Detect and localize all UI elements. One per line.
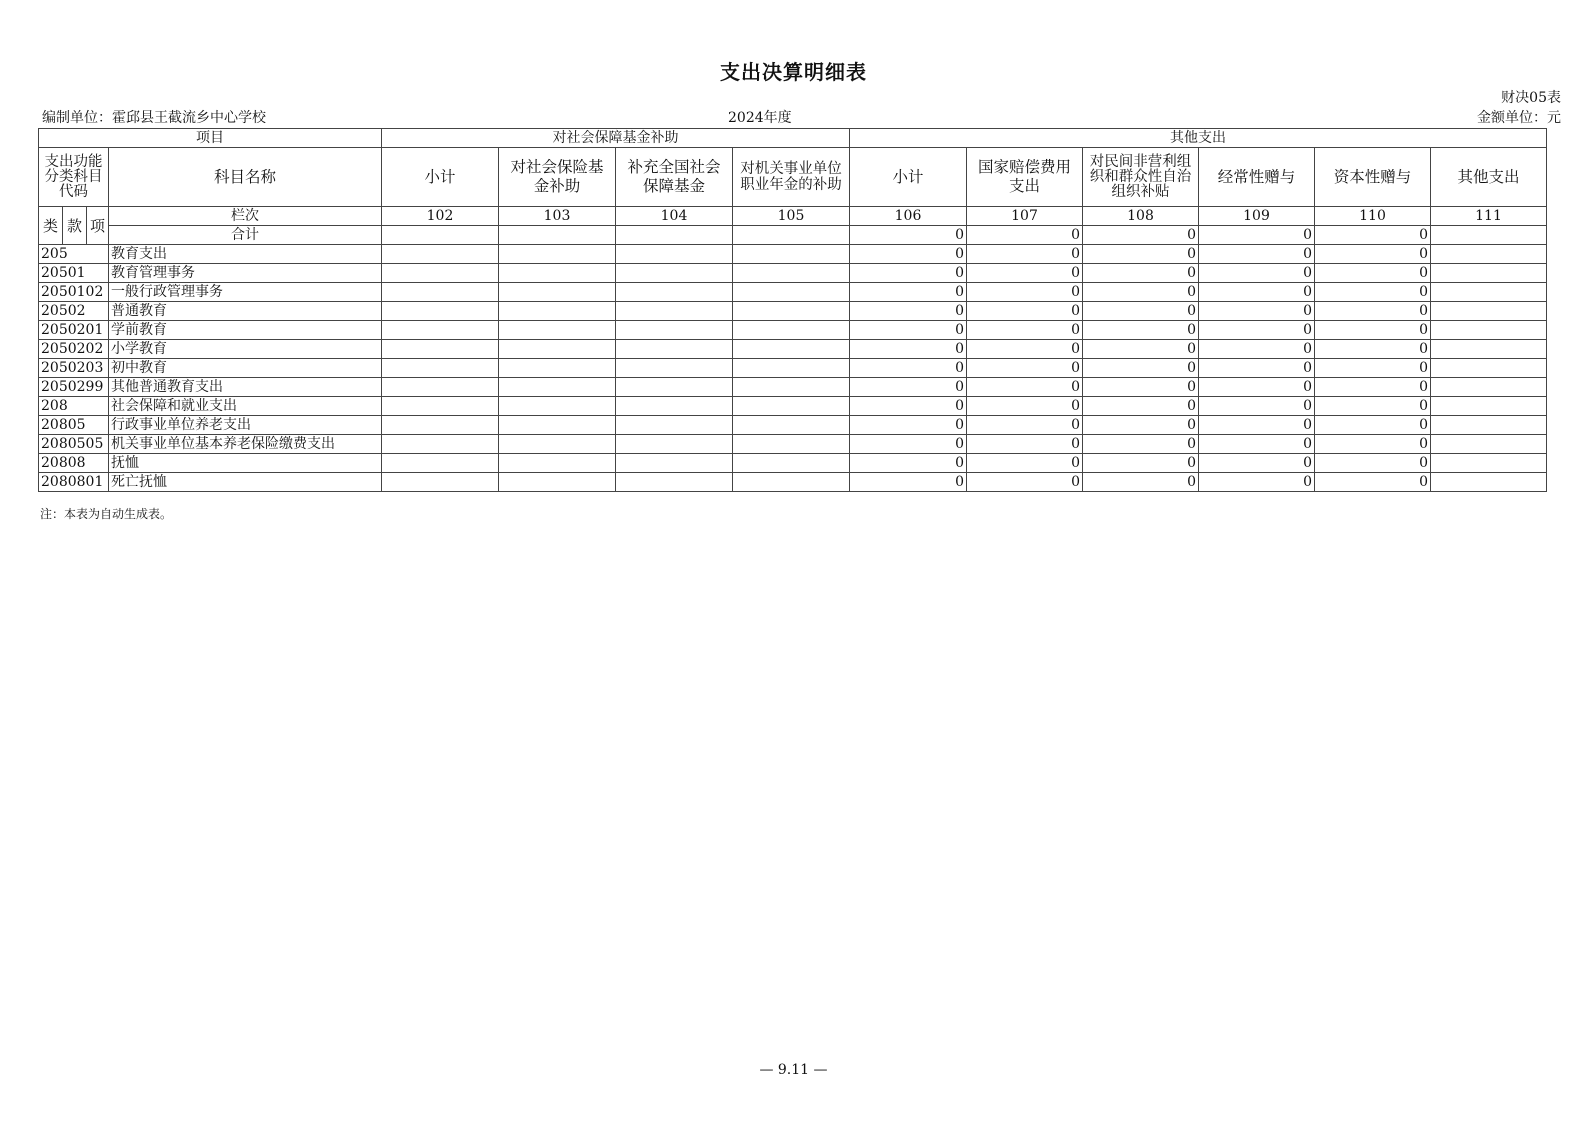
amount-cell xyxy=(616,245,733,264)
amount-cell xyxy=(382,378,499,397)
amount-cell: 0 xyxy=(967,264,1083,283)
table-row xyxy=(39,435,1547,454)
amount-cell xyxy=(733,473,850,492)
amount-cell xyxy=(616,454,733,473)
amount-cell xyxy=(616,378,733,397)
amount-cell xyxy=(382,454,499,473)
amount-cell: 0 xyxy=(967,435,1083,454)
amount-cell: 0 xyxy=(1199,397,1315,416)
amount-cell: 0 xyxy=(1315,435,1431,454)
header-code: 支出功能分类科目代码 xyxy=(39,148,109,207)
amount-cell xyxy=(382,245,499,264)
amount-cell xyxy=(733,435,850,454)
subject-code: 2080505 xyxy=(39,435,109,454)
amount-cell: 0 xyxy=(1083,397,1199,416)
amount-cell: 0 xyxy=(850,435,967,454)
amount-cell: 0 xyxy=(1199,264,1315,283)
subject-name: 其他普通教育支出 xyxy=(109,378,382,397)
header-col-104: 补充全国社会保障基金 xyxy=(616,148,733,207)
subject-name: 学前教育 xyxy=(109,321,382,340)
col-no-105: 105 xyxy=(733,207,850,226)
amount-cell xyxy=(1431,283,1547,302)
amount-cell xyxy=(616,359,733,378)
table-row xyxy=(39,340,1547,359)
table-row xyxy=(39,359,1547,378)
amount-cell xyxy=(616,340,733,359)
col-no-110: 110 xyxy=(1315,207,1431,226)
amount-cell xyxy=(499,245,616,264)
amount-cell: 0 xyxy=(1083,378,1199,397)
amount-cell: 0 xyxy=(1083,321,1199,340)
total-cell: 0 xyxy=(1315,226,1431,245)
subject-code: 205 xyxy=(39,245,109,264)
amount-cell xyxy=(616,416,733,435)
header-col-102: 小计 xyxy=(382,148,499,207)
amount-cell: 0 xyxy=(1199,359,1315,378)
amount-cell: 0 xyxy=(967,473,1083,492)
amount-cell: 0 xyxy=(1199,302,1315,321)
amount-cell xyxy=(382,397,499,416)
amount-cell: 0 xyxy=(1083,340,1199,359)
table-row xyxy=(39,454,1547,473)
total-row xyxy=(39,226,1547,245)
subject-name: 普通教育 xyxy=(109,302,382,321)
amount-cell xyxy=(733,302,850,321)
total-cell: 0 xyxy=(850,226,967,245)
amount-cell xyxy=(733,283,850,302)
total-label: 合计 xyxy=(109,226,382,245)
subject-code: 20502 xyxy=(39,302,109,321)
table-row xyxy=(39,397,1547,416)
amount-cell: 0 xyxy=(1083,264,1199,283)
amount-cell xyxy=(382,473,499,492)
total-cell: 0 xyxy=(1083,226,1199,245)
amount-cell: 0 xyxy=(850,245,967,264)
amount-cell: 0 xyxy=(1199,416,1315,435)
amount-cell xyxy=(382,435,499,454)
amount-cell: 0 xyxy=(850,454,967,473)
subject-code: 20805 xyxy=(39,416,109,435)
total-cell xyxy=(1431,226,1547,245)
amount-cell: 0 xyxy=(967,245,1083,264)
amount-cell: 0 xyxy=(1315,340,1431,359)
header-col-107: 国家赔偿费用支出 xyxy=(967,148,1083,207)
form-code: 财决05表 xyxy=(1501,90,1561,106)
amount-cell: 0 xyxy=(1315,245,1431,264)
header-project: 项目 xyxy=(39,129,382,148)
subject-name: 一般行政管理事务 xyxy=(109,283,382,302)
amount-cell xyxy=(1431,397,1547,416)
col-no-104: 104 xyxy=(616,207,733,226)
amount-cell: 0 xyxy=(1315,397,1431,416)
amount-cell: 0 xyxy=(1083,359,1199,378)
col-no-107: 107 xyxy=(967,207,1083,226)
amount-cell: 0 xyxy=(1083,473,1199,492)
amount-cell xyxy=(499,473,616,492)
page-title: 支出决算明细表 xyxy=(720,60,867,84)
amount-cell xyxy=(1431,264,1547,283)
subject-name: 小学教育 xyxy=(109,340,382,359)
table-row xyxy=(39,264,1547,283)
subject-name: 教育管理事务 xyxy=(109,264,382,283)
col-no-106: 106 xyxy=(850,207,967,226)
header-col-110: 资本性赠与 xyxy=(1315,148,1431,207)
total-cell: 0 xyxy=(1199,226,1315,245)
amount-cell: 0 xyxy=(1315,378,1431,397)
amount-cell xyxy=(382,283,499,302)
amount-cell xyxy=(382,359,499,378)
header-group-other: 其他支出 xyxy=(850,129,1547,148)
amount-cell xyxy=(1431,321,1547,340)
amount-cell: 0 xyxy=(850,264,967,283)
amount-cell: 0 xyxy=(1199,340,1315,359)
col-no-109: 109 xyxy=(1199,207,1315,226)
subject-name: 初中教育 xyxy=(109,359,382,378)
amount-cell: 0 xyxy=(967,397,1083,416)
subject-name: 机关事业单位基本养老保险缴费支出 xyxy=(109,435,382,454)
amount-cell xyxy=(1431,435,1547,454)
amount-cell xyxy=(1431,359,1547,378)
amount-cell xyxy=(499,302,616,321)
amount-cell xyxy=(499,454,616,473)
header-col-108: 对民间非营利组织和群众性自治组织补贴 xyxy=(1083,148,1199,207)
amount-cell xyxy=(499,321,616,340)
subject-code: 20501 xyxy=(39,264,109,283)
amount-cell xyxy=(499,340,616,359)
total-cell xyxy=(616,226,733,245)
subject-name: 社会保障和就业支出 xyxy=(109,397,382,416)
amount-cell: 0 xyxy=(1315,302,1431,321)
total-cell: 0 xyxy=(967,226,1083,245)
amount-cell: 0 xyxy=(1315,264,1431,283)
header-col-106: 小计 xyxy=(850,148,967,207)
amount-cell: 0 xyxy=(850,340,967,359)
subject-name: 死亡抚恤 xyxy=(109,473,382,492)
amount-cell: 0 xyxy=(850,302,967,321)
col-no-103: 103 xyxy=(499,207,616,226)
col-no-108: 108 xyxy=(1083,207,1199,226)
amount-cell: 0 xyxy=(1315,359,1431,378)
subject-code: 208 xyxy=(39,397,109,416)
total-cell xyxy=(733,226,850,245)
amount-cell xyxy=(382,264,499,283)
amount-cell: 0 xyxy=(1199,283,1315,302)
subject-code: 2050203 xyxy=(39,359,109,378)
amount-cell: 0 xyxy=(1083,435,1199,454)
table-row xyxy=(39,302,1547,321)
amount-cell xyxy=(733,321,850,340)
amount-cell xyxy=(499,283,616,302)
amount-cell xyxy=(733,378,850,397)
amount-cell xyxy=(1431,302,1547,321)
amount-cell: 0 xyxy=(967,340,1083,359)
amount-cell: 0 xyxy=(1315,454,1431,473)
table-row xyxy=(39,245,1547,264)
amount-cell: 0 xyxy=(1083,416,1199,435)
amount-cell xyxy=(382,321,499,340)
table-row xyxy=(39,283,1547,302)
col-no-102: 102 xyxy=(382,207,499,226)
amount-cell xyxy=(733,264,850,283)
amount-cell: 0 xyxy=(1315,473,1431,492)
amount-cell: 0 xyxy=(850,397,967,416)
amount-cell xyxy=(499,359,616,378)
amount-cell: 0 xyxy=(1315,283,1431,302)
amount-cell: 0 xyxy=(1315,416,1431,435)
expenditure-detail-table xyxy=(38,128,1547,492)
amount-cell: 0 xyxy=(850,359,967,378)
amount-cell xyxy=(733,340,850,359)
header-kuan: 款 xyxy=(63,207,87,245)
amount-cell xyxy=(382,340,499,359)
amount-cell: 0 xyxy=(967,416,1083,435)
amount-cell: 0 xyxy=(1199,321,1315,340)
amount-cell: 0 xyxy=(1199,245,1315,264)
amount-cell: 0 xyxy=(967,321,1083,340)
fiscal-year: 2024年度 xyxy=(728,110,792,126)
header-lei: 类 xyxy=(39,207,63,245)
subject-code: 2050201 xyxy=(39,321,109,340)
header-col-103: 对社会保险基金补助 xyxy=(499,148,616,207)
amount-cell xyxy=(733,454,850,473)
amount-cell xyxy=(616,264,733,283)
amount-cell xyxy=(733,397,850,416)
amount-cell xyxy=(616,302,733,321)
amount-cell: 0 xyxy=(1083,454,1199,473)
amount-cell xyxy=(1431,245,1547,264)
amount-cell xyxy=(499,264,616,283)
header-col-105: 对机关事业单位职业年金的补助 xyxy=(733,148,850,207)
amount-cell xyxy=(382,302,499,321)
amount-cell: 0 xyxy=(967,454,1083,473)
subject-name: 行政事业单位养老支出 xyxy=(109,416,382,435)
amount-cell: 0 xyxy=(1199,473,1315,492)
amount-cell xyxy=(499,416,616,435)
footnote: 注：本表为自动生成表。 xyxy=(40,507,173,521)
compiling-unit: 编制单位：霍邱县王截流乡中心学校 xyxy=(42,110,266,126)
page-number: — 9.11 — xyxy=(759,1062,828,1078)
amount-cell: 0 xyxy=(1315,321,1431,340)
subject-code: 2080801 xyxy=(39,473,109,492)
amount-cell xyxy=(1431,454,1547,473)
header-column-no: 栏次 xyxy=(109,207,382,226)
total-cell xyxy=(499,226,616,245)
table-row xyxy=(39,473,1547,492)
header-col-109: 经常性赠与 xyxy=(1199,148,1315,207)
amount-cell: 0 xyxy=(967,302,1083,321)
amount-cell: 0 xyxy=(1083,302,1199,321)
subject-name: 抚恤 xyxy=(109,454,382,473)
amount-cell xyxy=(1431,378,1547,397)
amount-cell: 0 xyxy=(1083,245,1199,264)
amount-cell xyxy=(499,435,616,454)
header-col-111: 其他支出 xyxy=(1431,148,1547,207)
amount-cell: 0 xyxy=(1199,454,1315,473)
subject-code: 2050102 xyxy=(39,283,109,302)
amount-cell xyxy=(616,473,733,492)
subject-code: 2050202 xyxy=(39,340,109,359)
amount-cell: 0 xyxy=(1199,435,1315,454)
amount-cell xyxy=(733,359,850,378)
col-no-111: 111 xyxy=(1431,207,1547,226)
amount-cell: 0 xyxy=(1083,283,1199,302)
total-cell xyxy=(382,226,499,245)
amount-cell: 0 xyxy=(850,473,967,492)
amount-cell xyxy=(382,416,499,435)
subject-code: 20808 xyxy=(39,454,109,473)
subject-name: 教育支出 xyxy=(109,245,382,264)
amount-cell: 0 xyxy=(850,378,967,397)
amount-cell: 0 xyxy=(850,321,967,340)
amount-cell xyxy=(1431,340,1547,359)
amount-cell: 0 xyxy=(967,378,1083,397)
amount-cell xyxy=(499,378,616,397)
subject-code: 2050299 xyxy=(39,378,109,397)
header-subject-name: 科目名称 xyxy=(109,148,382,207)
amount-cell xyxy=(733,416,850,435)
amount-cell xyxy=(733,245,850,264)
amount-cell xyxy=(616,321,733,340)
amount-cell: 0 xyxy=(850,283,967,302)
table-row xyxy=(39,321,1547,340)
table-row xyxy=(39,378,1547,397)
amount-cell xyxy=(616,283,733,302)
header-group-social-security: 对社会保障基金补助 xyxy=(382,129,850,148)
amount-unit: 金额单位：元 xyxy=(1477,110,1561,126)
amount-cell: 0 xyxy=(850,416,967,435)
amount-cell xyxy=(616,435,733,454)
header-xiang: 项 xyxy=(87,207,109,245)
amount-cell xyxy=(499,397,616,416)
amount-cell xyxy=(1431,416,1547,435)
amount-cell: 0 xyxy=(967,359,1083,378)
amount-cell xyxy=(1431,473,1547,492)
table-row xyxy=(39,416,1547,435)
amount-cell: 0 xyxy=(1199,378,1315,397)
amount-cell: 0 xyxy=(967,283,1083,302)
amount-cell xyxy=(616,397,733,416)
